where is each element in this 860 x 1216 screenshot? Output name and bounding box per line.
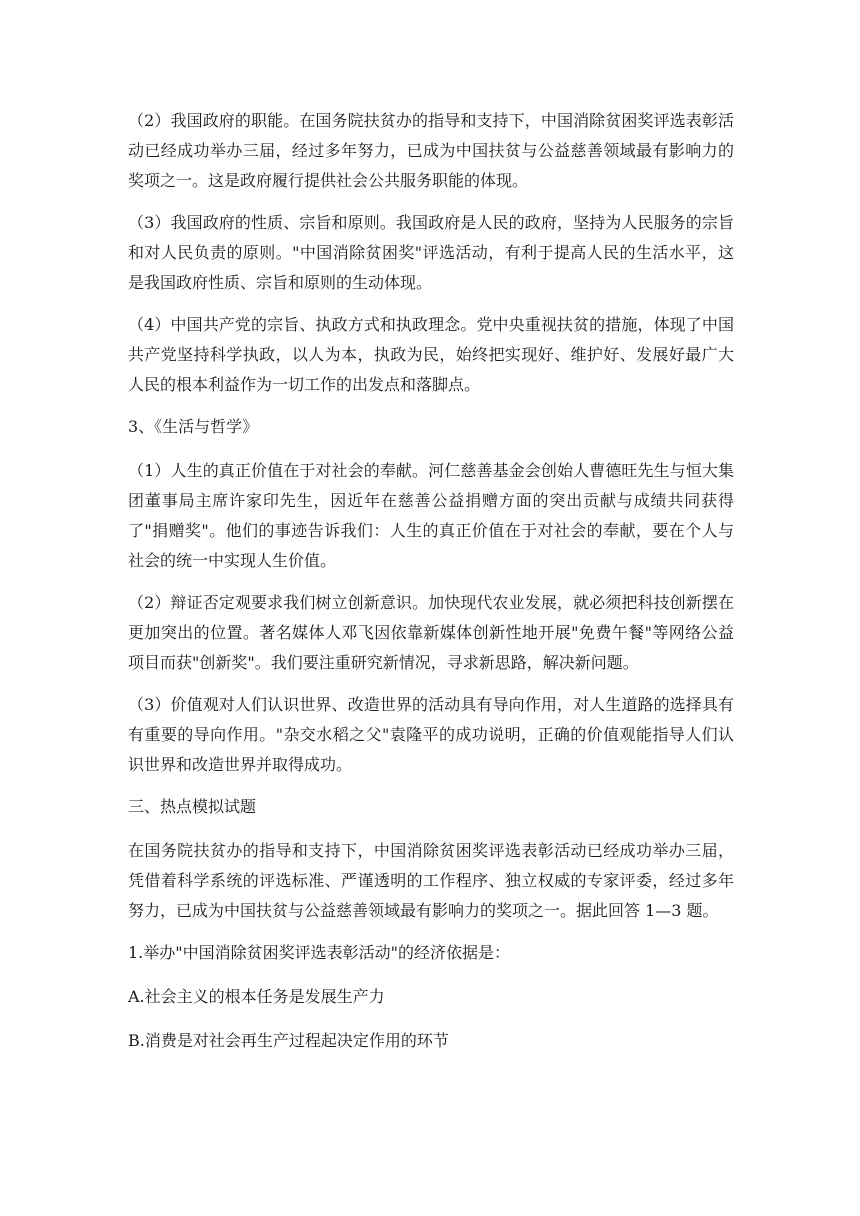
option-b: B.消费是对社会再生产过程起决定作用的环节 [128,1031,449,1050]
paragraph-life-value: （1）人生的真正价值在于对社会的奉献。河仁慈善基金会创始人曹德旺先生与恒大集团董事局主席许家印先生，因近年在慈善公益捐赠方面的突出贡献与成绩共同获得了"捐赠奖"。他们的事迹告诉我们：人生的真正价值在于对社会的奉献，要在个人与社会的统一中实现人生价值。 [128,461,734,570]
paragraph-government-function: （2）我国政府的职能。在国务院扶贫办的指导和支持下，中国消除贫困奖评选表彰活动已经成功举办三届，经过多年努力，已成为中国扶贫与公益慈善领域最有影响力的奖项之一。这是政府履行提供社会公共服务职能的体现。 [128,111,734,190]
paragraph-government-nature: （3）我国政府的性质、宗旨和原则。我国政府是人民的政府，坚持为人民服务的宗旨和对人民负责的原则。"中国消除贫困奖"评选活动，有利于提高人民的生活水平，这是我国政府性质、宗旨和原则的生动体现。 [128,213,734,292]
section-heading-philosophy: 3、《生活与哲学》 [128,417,259,436]
paragraph-party-principles: （4）中国共产党的宗旨、执政方式和执政理念。党中央重视扶贫的措施，体现了中国共产党坚持科学执政，以人为本，执政为民，始终把实现好、维护好、发展好最广大人民的根本利益作为一切工作的出发点和落脚点。 [128,315,734,394]
question-1: 1.举办"中国消除贫困奖评选表彰活动"的经济依据是： [128,943,510,962]
paragraph-question-context: 在国务院扶贫办的指导和支持下，中国消除贫困奖评选表彰活动已经成功举办三届，凭借着科学系统的评选标准、严谨透明的工作程序、独立权威的专家评委，经过多年努力，已成为中国扶贫与公益慈善领域最有影响力的奖项之一。据此回答 1—3 题。 [128,841,734,920]
document-page [128,106,734,1070]
option-a: A.社会主义的根本任务是发展生产力 [128,987,385,1006]
paragraph-innovation: （2）辩证否定观要求我们树立创新意识。加快现代农业发展，就必须把科技创新摆在更加突出的位置。著名媒体人邓飞因依靠新媒体创新性地开展"免费午餐"等网络公益项目而获"创新奖"。我们要注重研究新情况，寻求新思路，解决新问题。 [128,593,734,672]
paragraph-values-guidance: （3）价值观对人们认识世界、改造世界的活动具有导向作用，对人生道路的选择具有有重要的导向作用。"杂交水稻之父"袁隆平的成功说明，正确的价值观能指导人们认识世界和改造世界并取得成功。 [128,695,734,774]
section-heading-mock-questions: 三、热点模拟试题 [128,797,257,816]
